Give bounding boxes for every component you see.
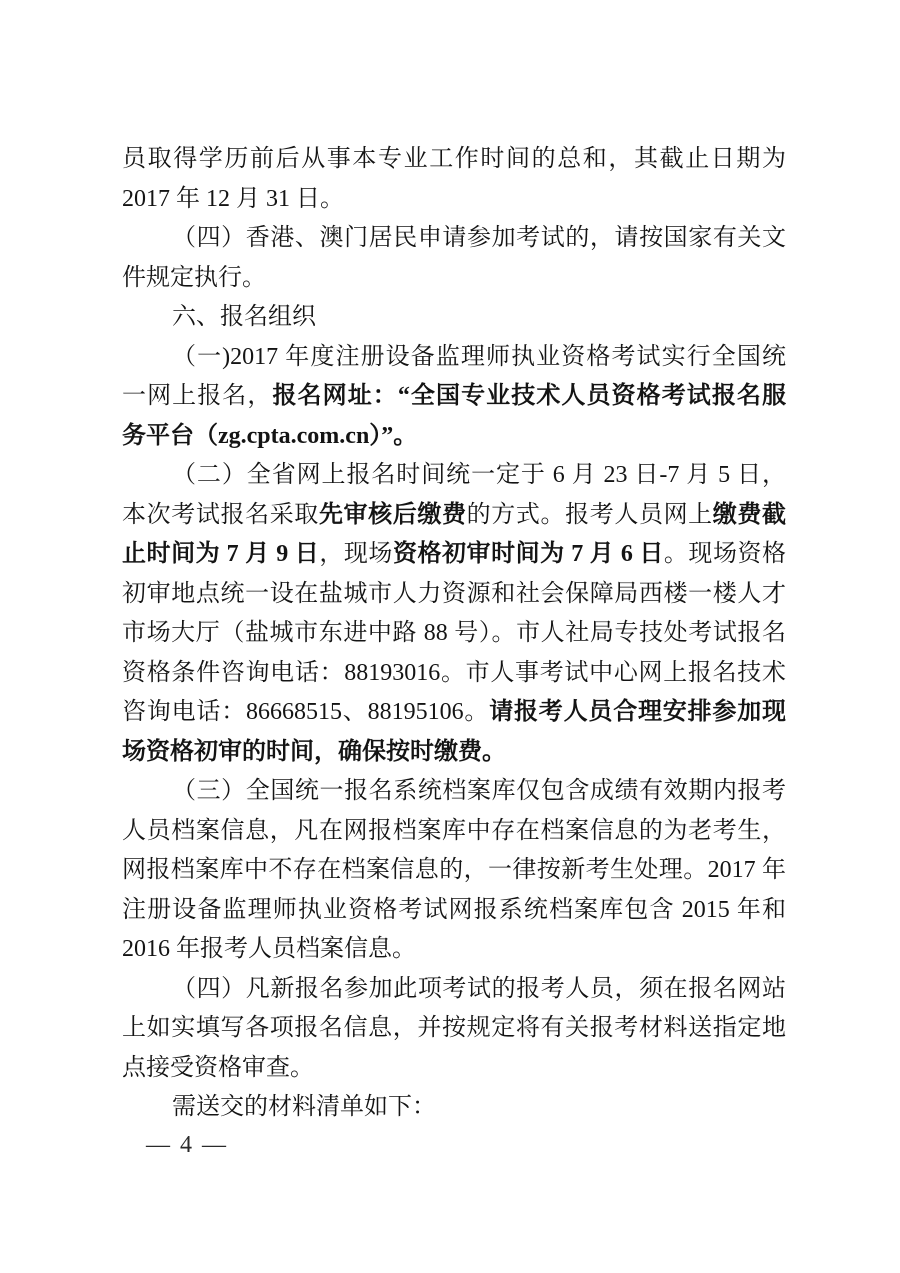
text-line	[122, 733, 786, 773]
text-segment: 本次考试报名采取	[122, 501, 319, 528]
text-line	[122, 614, 786, 654]
text-segment: 初审地点统一设在盐城市人力资源和社会保障局西楼一楼人才	[122, 580, 786, 607]
text-segment: （三）全国统一报名系统档案库仅包含成绩有效期内报考	[172, 778, 786, 804]
text-segment: ，现场	[319, 541, 393, 567]
bold-text-segment: 资格初审时间为 7 月 6 日	[392, 541, 664, 567]
bold-text-segment: 缴费截	[712, 501, 787, 528]
text-segment: （二）全省网上报名时间统一定于 6 月 23 日-7 月 5 日，	[172, 462, 786, 488]
text-line	[122, 1009, 786, 1049]
text-segment: 的方式。报考人员网上	[466, 501, 713, 528]
text-line	[122, 496, 786, 536]
text-line	[122, 812, 786, 852]
text-line	[122, 891, 786, 931]
text-line	[122, 338, 786, 378]
bold-text-segment: 务平台（zg.cpta.com.cn）”。	[122, 422, 418, 449]
page-number: — 4 —	[146, 1132, 228, 1158]
text-line	[122, 851, 786, 891]
text-segment: （四）凡新报名参加此项考试的报考人员，须在报名网站	[172, 975, 786, 1002]
text-segment: 注册设备监理师执业资格考试网报系统档案库包含 2015 年和	[122, 896, 786, 923]
text-segment: 市场大厅（盐城市东进中路 88 号）。市人社局专技处考试报名	[122, 620, 786, 646]
bold-text-segment: 场资格初审的时间，确保按时缴费。	[122, 738, 506, 765]
text-line	[122, 772, 786, 812]
bold-text-segment: 止时间为 7 月 9 日	[122, 541, 320, 567]
text-line	[122, 377, 786, 417]
text-line	[122, 1049, 786, 1089]
text-line	[122, 180, 786, 220]
bold-text-segment: 请报考人员合理安排参加现	[489, 699, 787, 725]
text-segment: 一网上报名，	[122, 383, 273, 409]
text-line	[122, 417, 786, 457]
text-segment: （一)2017 年度注册设备监理师执业资格考试实行全国统	[172, 343, 786, 370]
text-segment: 件规定执行。	[122, 264, 266, 291]
text-segment: 。现场资格	[663, 541, 787, 567]
text-line	[122, 140, 786, 180]
text-line	[122, 693, 786, 733]
text-segment: 上如实填写各项报名信息，并按规定将有关报考材料送指定地	[122, 1015, 786, 1041]
text-segment: 员取得学历前后从事本专业工作时间的总和，其截止日期为	[122, 146, 786, 172]
text-segment: 人员档案信息，凡在网报档案库中存在档案信息的为老考生，	[122, 817, 786, 844]
text-segment: 需送交的材料清单如下：	[172, 1094, 436, 1120]
text-line	[122, 930, 786, 970]
text-line	[122, 219, 786, 259]
bold-text-segment: 先审核后缴费	[318, 501, 467, 528]
text-line	[122, 1088, 786, 1128]
text-segment: 六、报名组织	[172, 304, 316, 330]
text-line	[122, 535, 786, 575]
bold-text-segment: 报名网址：“全国专业技术人员资格考试报名服	[272, 383, 787, 409]
text-segment: 网报档案库中不存在档案信息的，一律按新考生处理。2017 年	[122, 857, 786, 883]
text-line	[122, 298, 786, 338]
text-segment: 2016 年报考人员档案信息。	[122, 936, 416, 962]
text-line	[122, 259, 786, 299]
text-line	[122, 970, 786, 1010]
text-segment: 资格条件咨询电话：88193016。市人事考试中心网上报名技术	[122, 659, 786, 686]
text-line	[122, 654, 786, 694]
document-body	[122, 140, 786, 1128]
text-line	[122, 456, 786, 496]
text-segment: （四）香港、澳门居民申请参加考试的，请按国家有关文	[172, 225, 786, 251]
text-line	[122, 575, 786, 615]
text-segment: 咨询电话：86668515、88195106。	[122, 699, 490, 725]
text-segment: 2017 年 12 月 31 日。	[122, 185, 344, 212]
text-segment: 点接受资格审查。	[122, 1054, 314, 1081]
